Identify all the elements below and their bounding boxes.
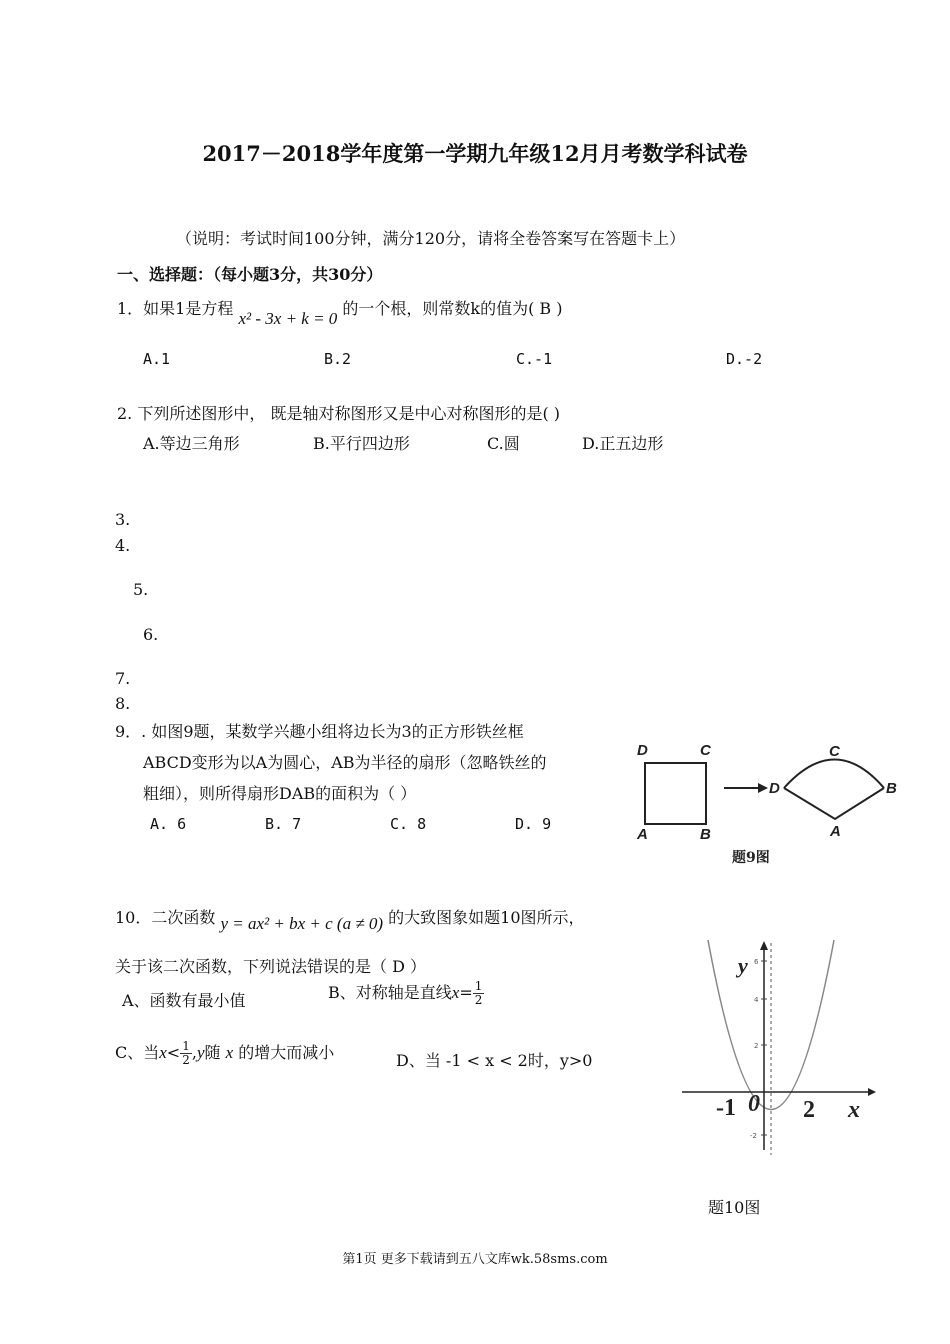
x-axis-label: x [848,1097,860,1123]
q9-option-a: A. 6 [150,815,187,833]
frac-num: 1 [474,979,483,993]
question-7: 7. [115,669,131,688]
exam-note: （说明：考试时间100分钟，满分120分，请将全卷答案写在答题卡上） [176,229,686,248]
q9-option-c: C. 8 [390,815,427,833]
q2-option-b: B.平行四边形 [313,434,410,453]
q1-prefix: 1．如果1是方程 [117,299,234,318]
figure-10 [678,935,878,1220]
q1-option-a: A.1 [143,350,171,368]
question-1 [117,296,563,328]
question-9-line3: 粗细），则所得扇形DAB的面积为（ ） [143,784,417,803]
q10-option-c-lt: < [166,1043,181,1062]
q10-suffix: 的大致图象如题10图所示， [388,908,585,927]
frac-den-c: 2 [182,1053,190,1067]
figure-9 [632,735,907,870]
sector-label-a: A [830,823,841,840]
q10-option-b-eq: = [459,983,473,1002]
question-9-line2: ABCD变形为以A为圆心，AB为半径的扇形（忽略铁丝的 [143,753,547,772]
q10-option-b-text: B、对称轴是直线 [328,983,452,1002]
sector-label-c: C [829,743,840,760]
q10-option-d: D、当 -1 < x < 2时，y>0 [396,1051,593,1070]
label-2: 2 [803,1097,815,1123]
figure-10-caption: 题10图 [708,1198,761,1217]
label-neg1: -1 [716,1095,736,1121]
square-label-c: C [700,742,711,759]
question-6: 6. [143,625,159,644]
figure-9-caption: 题9图 [732,850,770,866]
question-3: 3. [115,510,131,529]
sector-radii [784,788,884,819]
q9-option-b: B. 7 [265,815,302,833]
question-8: 8. [115,694,131,713]
question-9-line1: 9．. 如图9题，某数学兴趣小组将边长为3的正方形铁丝框 [115,722,524,741]
y-axis-arrow-icon [760,941,768,950]
q10-option-c-text: C、当 [115,1043,160,1062]
q10-option-c-x2: x [225,1043,234,1062]
q2-option-c: C.圆 [487,434,520,453]
question-10-line1 [115,905,585,933]
question-2: 2. 下列所述图形中， 既是轴对称图形又是中心对称图形的是( ) [117,404,561,423]
sector-label-b: B [886,780,897,797]
tick-label-4: 4 [754,996,759,1004]
q9-option-d: D. 9 [515,815,552,833]
q10-option-c-sui: 随 [204,1043,221,1062]
frac-den: 2 [474,993,483,1007]
q10-option-b-var: x [451,983,460,1002]
tick-label-neg2: -2 [750,1132,757,1140]
q10-prefix: 10．二次函数 [115,908,216,927]
square-shape [645,763,706,824]
frac-num-c: 1 [182,1039,190,1053]
q2-option-a: A.等边三角形 [143,434,240,453]
q1-option-d: D.-2 [726,350,763,368]
q10-option-c-var: x [159,1043,167,1062]
q10-option-c-y: y [196,1043,205,1062]
q1-equation: x² - 3x + k = 0 [238,309,338,328]
tick-label-6: 6 [754,958,759,966]
square-label-d: D [637,742,648,759]
fraction-one-half-c [180,1040,192,1067]
y-axis-label: y [738,953,748,978]
sector-arc [784,760,884,789]
x-axis-arrow-icon [868,1088,876,1096]
question-10-line2: 关于该二次函数，下列说法错误的是（ D ） [115,957,427,976]
q10-equation: y = ax² + bx + c (a ≠ 0) [220,914,384,933]
label-origin: 0 [748,1091,760,1117]
section-heading: 一、选择题：（每小题3分，共30分） [117,265,383,284]
page-footer: 第1页 更多下载请到五八文库wk.58sms.com [342,1252,608,1267]
q10-option-b [328,980,484,1007]
square-label-b: B [700,826,711,843]
square-label-a: A [637,826,648,843]
q10-option-a: A、函数有最小值 [122,991,246,1010]
arrow-head-icon [758,783,768,793]
q10-option-c: C、当x< $\frac{1}{2}$ ,y随 x 的增大而减小 [115,1039,335,1067]
q2-option-d: D.正五边形 [582,434,664,453]
question-4: 4. [115,536,131,555]
parabola-curve [708,940,834,1110]
tick-label-2: 2 [754,1042,759,1050]
sector-label-d: D [769,780,780,797]
page-title: 2017－2018学年度第一学期九年级12月月考数学科试卷 [202,141,748,166]
q1-option-b: B.2 [324,350,352,368]
q1-suffix: 的一个根，则常数k的值为( B ) [342,299,563,318]
question-5: 5. [133,580,149,599]
q10-option-c-rest: 的增大而减小 [238,1043,335,1062]
fraction-one-half [473,980,485,1007]
q1-option-c: C.-1 [516,350,553,368]
